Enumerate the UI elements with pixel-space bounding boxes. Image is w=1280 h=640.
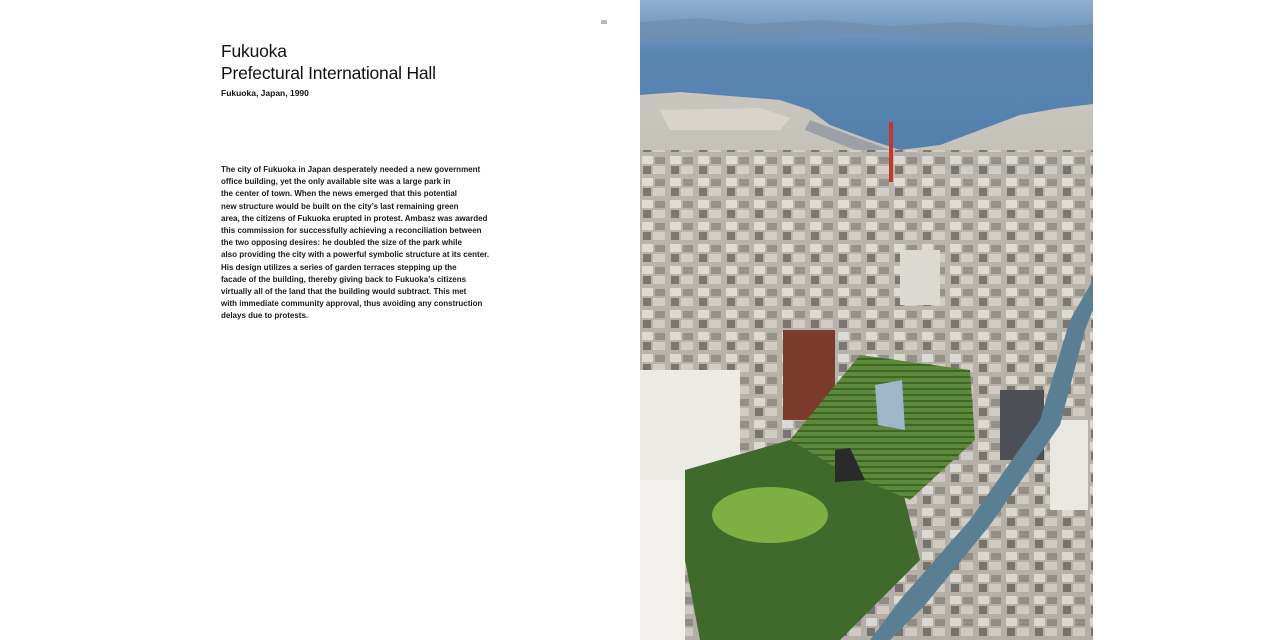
tall-white-building [640, 480, 685, 640]
white-tower-building [1050, 420, 1088, 510]
building [900, 250, 940, 305]
project-title [221, 40, 436, 84]
title-line-1: Fukuoka [221, 41, 287, 61]
project-location-year: Fukuoka, Japan, 1990 [221, 88, 309, 98]
aerial-photo-fukuoka [640, 0, 1093, 640]
page-number: 88 [601, 20, 608, 26]
glass-atrium [875, 380, 905, 430]
park-lawn [712, 487, 828, 543]
title-line-2: Prefectural International Hall [221, 63, 436, 83]
project-description: The city of Fukuoka in Japan desperately needed a new government office building, yet the only available site was a large park in the center of town. When the news emerged that this potential new structure would be built on the city’s last remaining green area, the citizens of Fukuoka erupted in protest. Ambasz was awarded this commission for successfully achieving a reconciliation between the two opposing desires: he doubled the size of the park while also providing the city with a powerful symbolic structure at its center. His design utilizes a series of garden terraces stepping up the facade of the building, thereby giving back to Fukuoka’s citizens virtually all of the land that the building would subtract. This met with immediate community approval, thus avoiding any construction delays due to protests. [221, 165, 490, 321]
aerial-photo-illustration [640, 0, 1093, 640]
broadcast-tower [889, 122, 893, 182]
